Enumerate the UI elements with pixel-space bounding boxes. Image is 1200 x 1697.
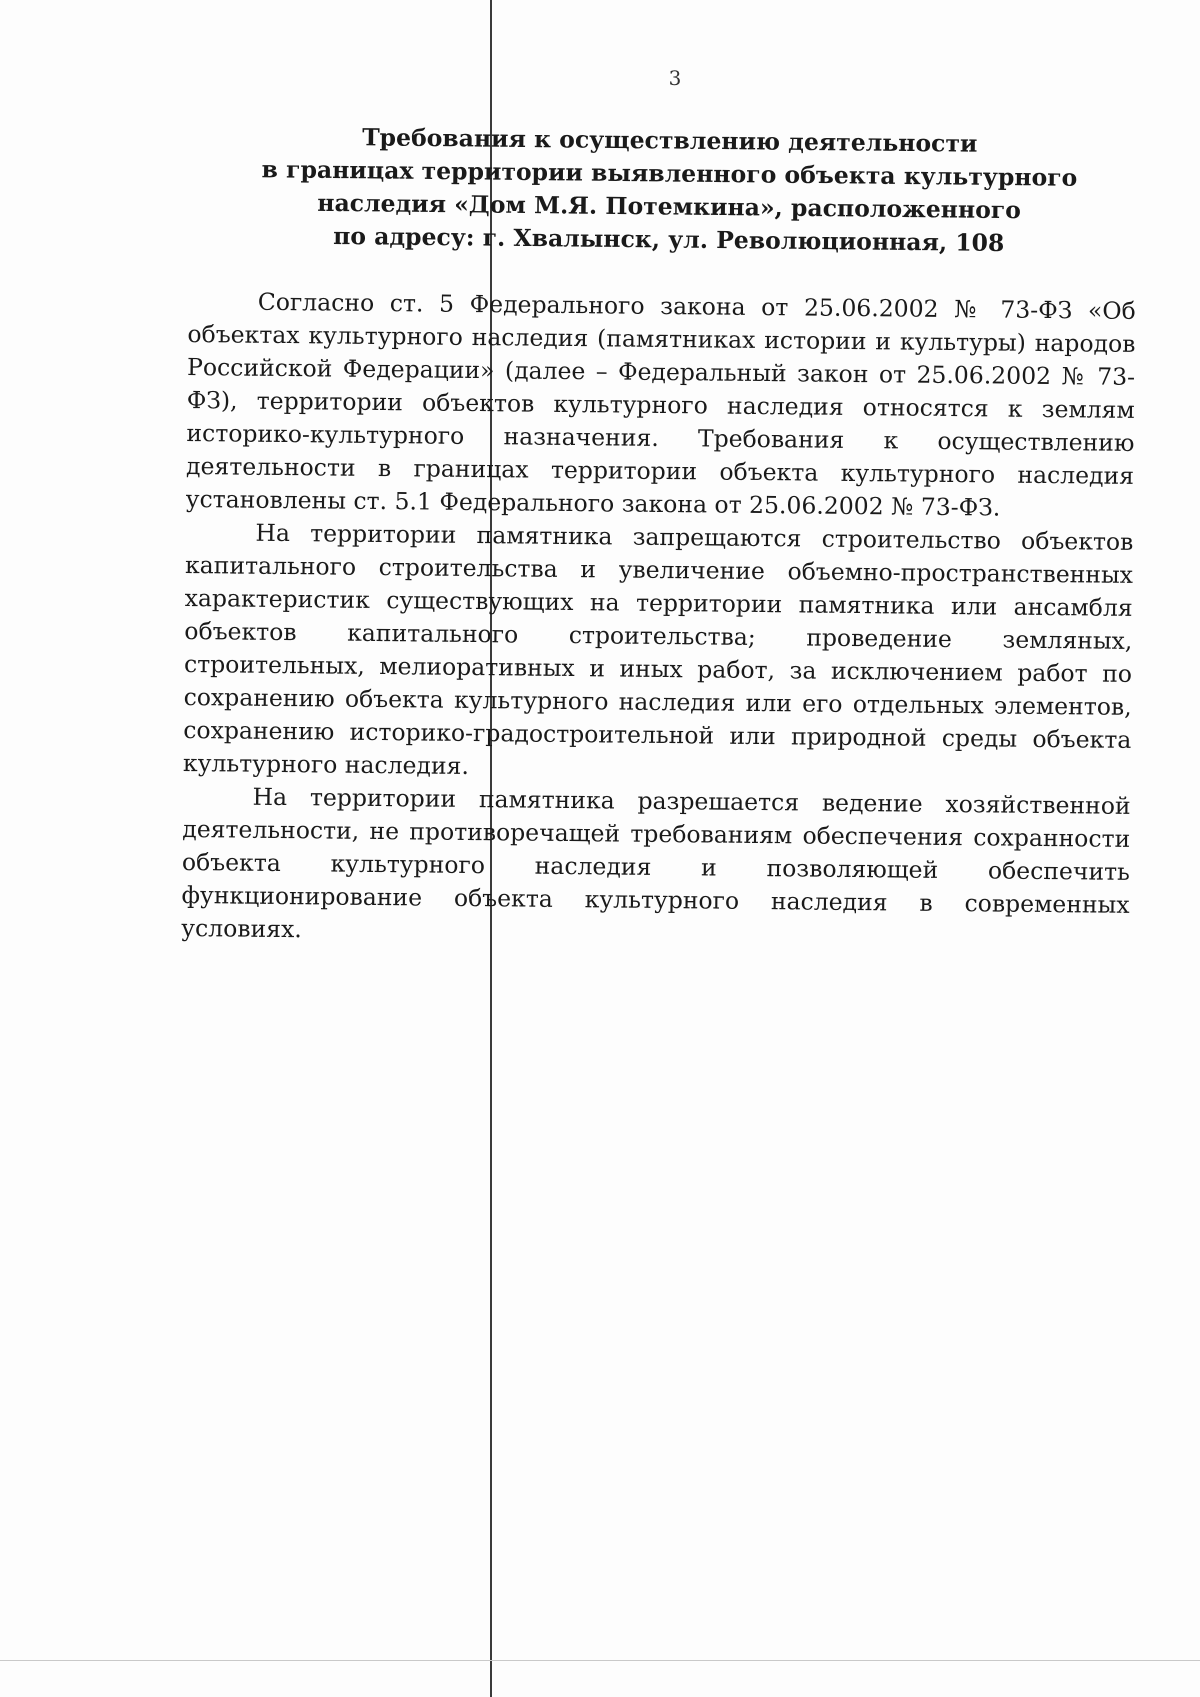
paragraph-1: Согласно ст. 5 Федерального закона от 25.06.2002 № 73-ФЗ «Об объектах культурного наследия (памятниках истории и культуры) народов Российской Федерации» (далее – Федеральный закон от 25.06.2002 № 73-ФЗ), территории объектов культурного наследия относятся к землям историко-культурного назначения. Требования к осуществлению деятельности в границах территории объекта культурного наследия установлены ст. 5.1 Федерального закона от 25.06.2002 № 73-ФЗ. xyxy=(185,287,1136,522)
document-body xyxy=(181,285,1136,955)
heading-line-3: наследия «Дом М.Я. Потемкина», расположенного xyxy=(317,188,1022,225)
heading-line-2: в границах территории выявленного объекта культурного xyxy=(261,155,1078,192)
paragraph-3: На территории памятника разрешается ведение хозяйственной деятельности, не противоречащей требованиям обеспечения сохранности объекта культурного наследия и позволяющей обеспечить функционирование объекта культурного наследия в современных условиях. xyxy=(181,782,1131,944)
heading-line-1: Требования к осуществлению деятельности xyxy=(362,123,978,158)
scan-edge-line xyxy=(0,1660,1200,1661)
paragraph-2: На территории памятника запрещаются строительство объектов капитального строительства и увеличение объемно-пространственных характеристик существующих на территории памятника или ансамбля объектов капитального строительства; проведение земляных, строительных, мелиоративных и иных работ, за исключением работ по сохранению объекта культурного наследия или его отдельных элементов, сохранению историко-градостроительной или природной среды объекта культурного наследия. xyxy=(182,518,1134,780)
document-heading xyxy=(239,120,1100,261)
heading-line-4: по адресу: г. Хвалынск, ул. Революционная, 108 xyxy=(333,221,1005,258)
page-number: 3 xyxy=(668,66,682,90)
